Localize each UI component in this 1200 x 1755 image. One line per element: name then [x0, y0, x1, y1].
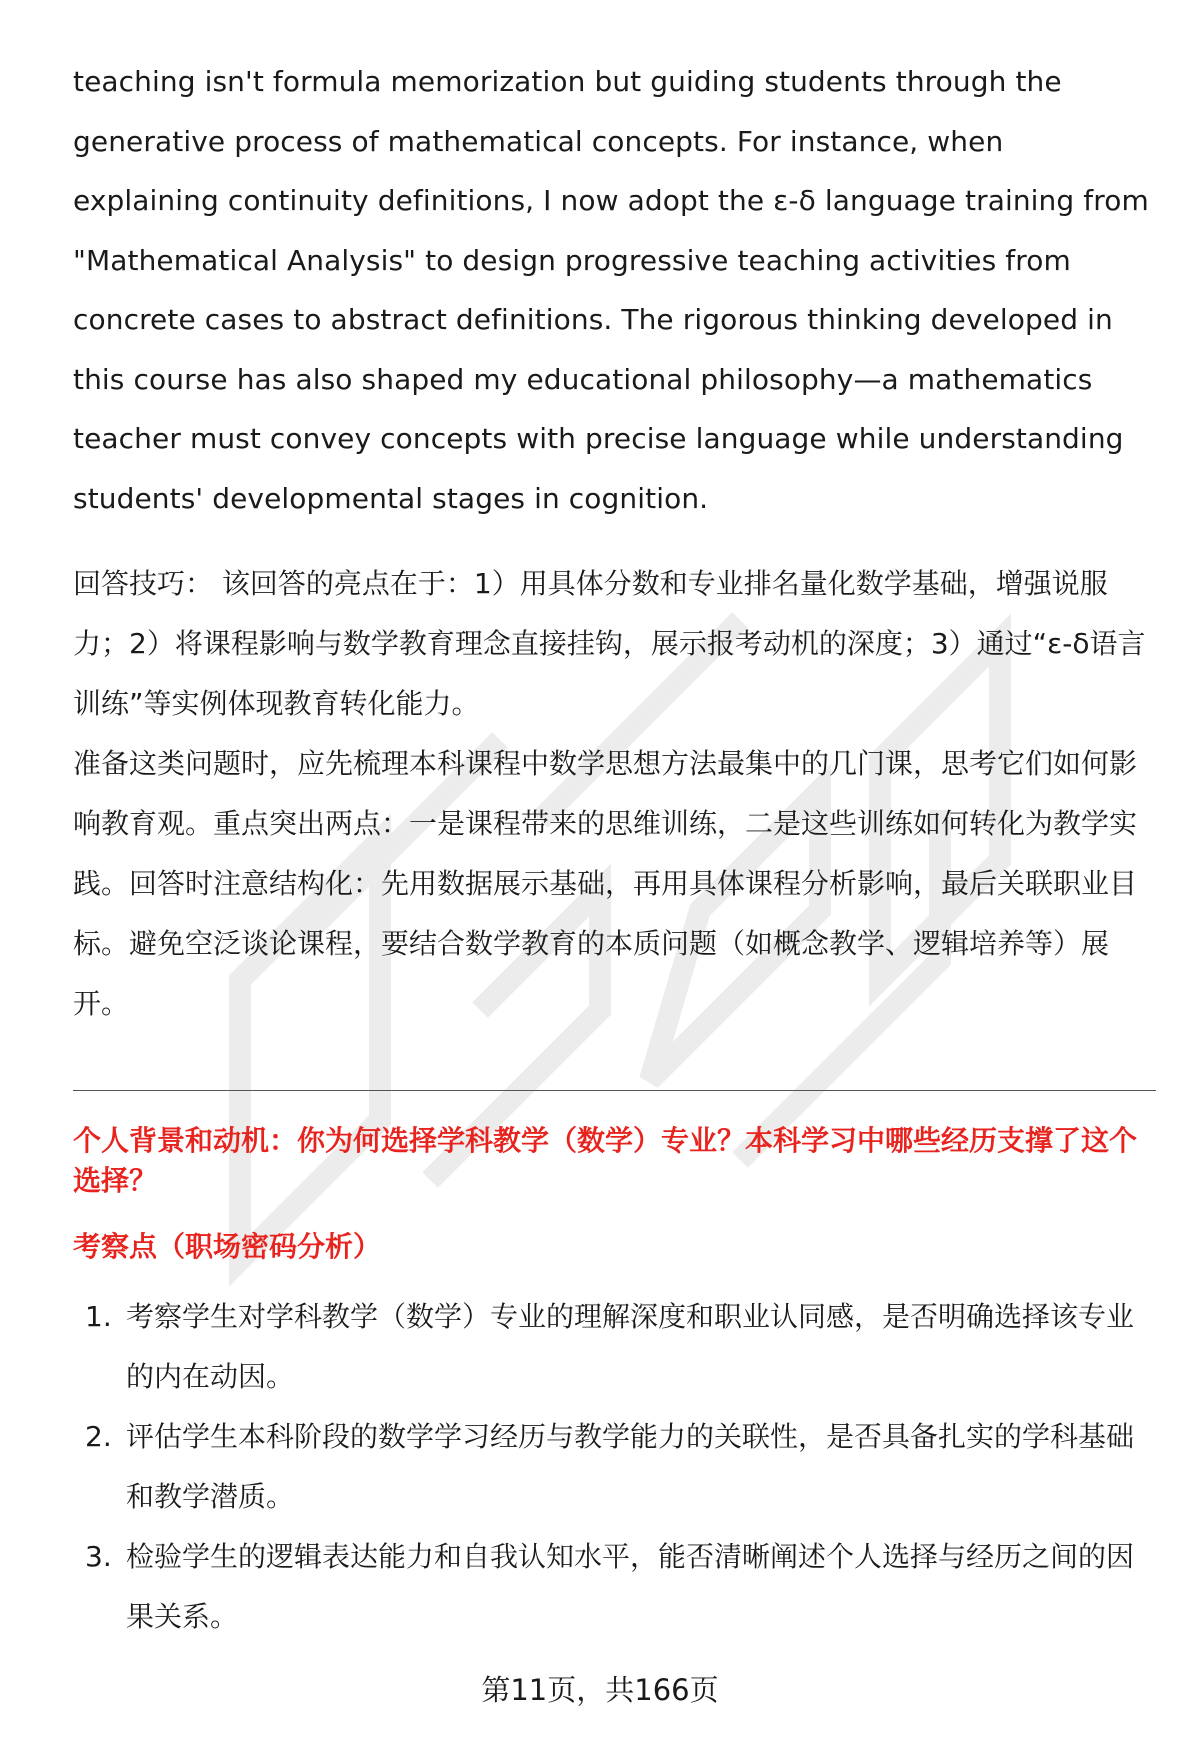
tips-advice-paragraph: 准备这类问题时，应先梳理本科课程中数学思想方法最集中的几门课，思考它们如何影响教育观。重点突出两点：一是课程带来的思维训练，二是这些训练如何转化为教学实践。回答时注意结构化：先用数据展示基础，再用具体课程分析影响，最后关联职业目标。避免空泛谈论课程，要结合数学教育的本质问题（如概念教学、逻辑培养等）展开。: [73, 747, 1138, 1020]
tips-paragraph: [73, 554, 1156, 734]
answer-continuation-paragraph: teaching isn't formula memorization but guiding students through the generative process of mathematical concepts. For instance, when explaining continuity definitions, I now adopt the ε-δ language training from "Mathematical Analysis" to design progressive teaching activities from concrete cases to abstract definitions. The rigorous thinking developed in this course has also shaped my educational philosophy—a mathematics teacher must convey concepts with precise language while understanding students' developmental stages in cognition.: [73, 65, 1149, 515]
list-item-text: 考察学生对学科教学（数学）专业的理解深度和职业认同感，是否明确选择该专业的内在动因。: [126, 1300, 1135, 1393]
question-heading: 个人背景和动机：你为何选择学科教学（数学）专业？本科学习中哪些经历支撑了这个选择？: [73, 1124, 1138, 1197]
tips-label: 回答技巧：: [73, 567, 214, 600]
list-item: [73, 1527, 1156, 1647]
tips-text: 该回答的亮点在于：1）用具体分数和专业排名量化数学基础，增强说服力；2）将课程影响与数学教育理念直接挂钩，展示报考动机的深度；3）通过“ε-δ语言训练”等实例体现教育转化能力。: [73, 567, 1146, 720]
assessment-points-list: [73, 1287, 1156, 1647]
answer-tips-section: [73, 554, 1156, 1034]
assessment-points-heading: 考察点（职场密码分析）: [73, 1230, 382, 1263]
list-item-number: 3.: [85, 1540, 112, 1573]
list-item-number: 2.: [85, 1420, 112, 1453]
list-item-number: 1.: [85, 1300, 112, 1333]
list-item-text: 评估学生本科阶段的数学学习经历与教学能力的关联性，是否具备扎实的学科基础和教学潜质。: [126, 1420, 1135, 1513]
main-content: [73, 52, 1156, 1647]
list-item: [73, 1407, 1156, 1527]
list-item: [73, 1287, 1156, 1407]
list-item-text: 检验学生的逻辑表达能力和自我认知水平，能否清晰阐述个人选择与经历之间的因果关系。: [126, 1540, 1135, 1633]
page-number-footer: 第11页，共166页: [481, 1673, 719, 1707]
section-divider: [73, 1090, 1156, 1091]
